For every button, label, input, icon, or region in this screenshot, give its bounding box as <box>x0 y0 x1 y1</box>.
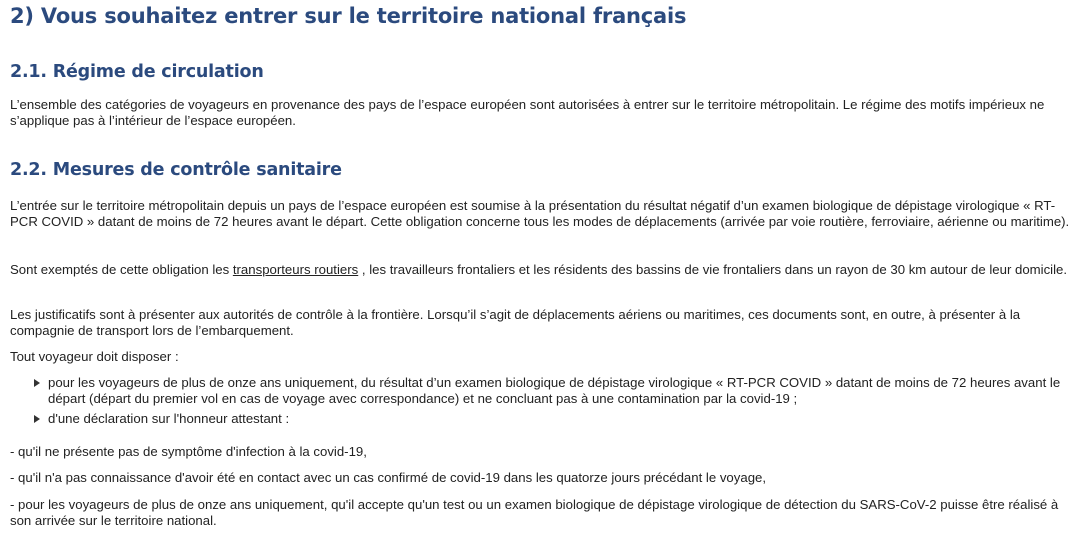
exemptions-text-end: , les travailleurs frontaliers et les résidents des bassins de vie frontaliers dans un rayon de 30 km autour de leur domicile. <box>358 262 1068 277</box>
declaration-item-contact: - qu'il n'a pas connaissance d'avoir été en contact avec un cas confirmé de covid-19 dans les quatorze jours précédant le voyage, <box>10 470 767 485</box>
list-item <box>34 375 1070 407</box>
declaration-item-symptomes: - qu'il ne présente pas de symptôme d'infection à la covid-19, <box>10 444 367 459</box>
section-title-mesures: 2.2. Mesures de contrôle sanitaire <box>10 160 342 180</box>
requirements-list <box>34 375 1070 427</box>
triangle-bullet-icon <box>34 415 40 423</box>
declaration-item-test: - pour les voyageurs de plus de onze ans uniquement, qu'il accepte qu'un test ou un examen biologique de dépistage virologique de détection du SARS-CoV-2 puisse être réalisé à son arrivée sur le territoire national. <box>10 497 1059 528</box>
list-item-text: pour les voyageurs de plus de onze ans uniquement, du résultat d’un examen biologique de dépistage virologique « RT-PCR COVID » datant de moins de 72 heures avant le départ (départ du premier vol en cas de voyage avec correspondance) et ne concluant pas à une contamination par la covid-19 ; <box>48 375 1061 406</box>
transporteurs-routiers-link[interactable]: transporteurs routiers <box>232 262 359 277</box>
paragraph-justificatifs: Les justificatifs sont à présenter aux autorités de contrôle à la frontière. Lorsqu’il s’agit de déplacements aériens ou maritimes, ces documents sont, en outre, à présenter à la compagnie de transport lors de l’embarquement. <box>10 307 1021 338</box>
paragraph-tout-voyageur: Tout voyageur doit disposer : <box>10 349 179 364</box>
list-item <box>34 411 1070 427</box>
exemptions-text-start: Sont exemptés de cette obligation les <box>10 262 233 277</box>
list-item-text: d'une déclaration sur l'honneur attestant : <box>48 411 290 426</box>
paragraph-entree: L’entrée sur le territoire métropolitain depuis un pays de l’espace européen est soumise à la présentation du résultat négatif d’un examen biologique de dépistage virologique « RT-PCR COVID » datant de moins de 72 heures avant le départ. Cette obligation concerne tous les modes de déplacements (arrivée par voie routière, ferroviaire, aérienne ou maritime). <box>10 198 1070 229</box>
page-title: 2) Vous souhaitez entrer sur le territoire national français <box>10 4 687 28</box>
paragraph-regime: L’ensemble des catégories de voyageurs en provenance des pays de l’espace européen sont autorisées à entrer sur le territoire métropolitain. Le régime des motifs impérieux ne s’applique pas à l’intérieur de l’espace européen. <box>10 97 1045 128</box>
paragraph-exemptions <box>10 262 1070 278</box>
triangle-bullet-icon <box>34 379 40 387</box>
section-title-regime: 2.1. Régime de circulation <box>10 62 264 82</box>
